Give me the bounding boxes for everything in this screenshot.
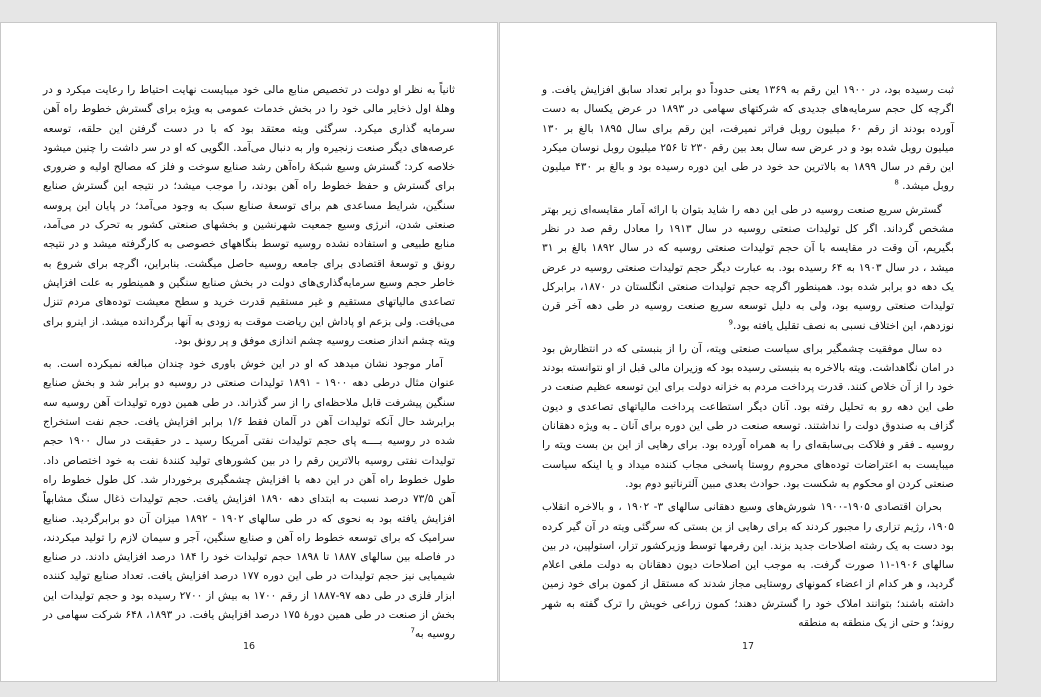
footnote-ref: 8 — [894, 178, 899, 187]
page-number: 16 — [242, 641, 256, 652]
page-body-text — [542, 81, 954, 637]
page-number: 17 — [741, 641, 755, 652]
paragraph: ثانیاً به نظر او دولت در تخصیص منابع مالی خود میبایست نهایت احتیاط را رعایت میکرد و در وهلهٔ اول ذخایر مالی خود را در بخش خدمات عمومی به ویژه برای گسترش خطوط راه آهن سرمایه گذاری میکرد. سرگئی ویته معتقد بود که با در دست گرفتن این حلقه، توسعه عرصه‌های دیگر صنعت زنجیره وار به دنبال می‌آمد. الگویی که او در سر داشت را چنین میشود خلاصه کرد: گسترش وسیع شبکهٔ راه‌آهن رشد صنایع سوخت و فلز که مصالح اولیه و ضروری برای گسترش و حفظ خطوط راه آهن بودند، را موجب میشد؛ در نتیجه این گسترش صنایع سنگین، شرایط مساعدی هم برای توسعهٔ صنایع سبک به وجود می‌آمد؛ در پایان این پروسه صنعتی شدن، انرژی وسیع جمعیت شهرنشین و بخشهای صنعتی کشور به تحرک در می‌آمد، منابع طبیعی و استفاده نشده روسیه توسط بنگاههای خصوصی به کارگرفته میشد و در نتیجه رونق و توسعهٔ اقتصادی برای جامعه روسیه حاصل میگشت. بنابراین، اگرچه برای شروع به خاطر حجم وسیع سرمایه‌گذاری‌های دولت در بخش صنایع سنگین و همینطور به علت افزایش تصاعدی مالیاتهای مستقیم و غیر مستقیم قدرت خرید و سطح معیشت توده‌های مردم تنزل می‌یافت. ولی بزعم او پاداش این ریاضت موقت به زودی به آنها برگردانده میشد. از اینرو برای ویته چشم انداز صنعت روسیه چشم اندازی موفق و پر رونق بود. — [43, 84, 455, 347]
document-page-right — [499, 22, 997, 682]
footnote-ref: 9 — [728, 318, 733, 327]
document-page-left — [0, 22, 498, 682]
paragraph: ده سال موفقیت چشمگیر برای سیاست صنعتی ویته، آن را از بنبستی که در انتظارش بود در امان نگاهداشت. ویته بالاخره به بنبستی رسیده بود که وزیران مالی قبل از او نتوانسته بودند خود را از آن خلاص کنند. قدرت پرداخت مردم به خزانه دولت برای این توسعه عظیم صنعت در طی این دهه رو به تحلیل رفته بود. آنان دیگر استطاعت پرداخت مالیاتهای تصاعدی و دیون گزاف به صندوق دولت را نداشتند. توسعه صنعت در طی این دوره برای آنان ـ به ویژه دهقانان روسیه ـ فقر و فلاکت بی‌سابقه‌ای را به همراه آورده بود. برای رهایی از این بن بست ویته را میبایست به اعتراضات توده‌های محروم روستا پاسخی مجاب کننده میداد و یا اینکه سیاست صنعتی کردن او محکوم به شکست بود. حوادث بعدی مبین آلترناتیو دوم بود. — [542, 342, 954, 490]
paragraph: آمار موجود نشان میدهد که او در این خوش باوری خود چندان مبالغه نمیکرده است. به عنوان مثال درطی دهه ۱۹۰۰ - ۱۸۹۱ تولیدات صنعتی در روسیه دو برابر شد و بخش صنایع سنگین پیشرفت قابل ملاحظه‌ای را از سر گذراند. در طی همین دوره تولیدات آهن روسیه سه برابرشد حال آنکه تولیدات آهن در آلمان فقط ۱/۶ برابر افزایش یافت. حجم نفت استخراج شده در روسیه بــــه پای حجم تولیدات نفتی آمریکا رسید ـ در حقیقت در سال ۱۹۰۰ حجم تولیدات نفتی روسیه بالاترین رقم را در بین کشورهای تولید کنندهٔ نفت به خود اختصاص داد. طول خطوط راه آهن در این دهه با افزایش چشمگیری برخوردار شد. کل طول خطوط راه آهن ۷۳/۵ درصد نسبت به ابتدای دهه ۱۸۹۰ افزایش یافت. حجم تولیدات ذغال سنگ مشابهاً افزایش یافته بود به نحوی که در طی سالهای ۱۹۰۲ - ۱۸۹۲ میزان آن دو برابرگردید. صنایع سرامیک که برای توسعه خطوط راه آهن و صنایع سنگین، آجر و سیمان لازم را تولید میکردند، در فاصله بین سالهای ۱۸۸۷ تا ۱۸۹۸ حجم تولیدات خود را ۱۸۴ درصد افزایش دادند. در صنایع شیمیایی نیز حجم تولیدات در طی این دوره ۱۷۷ درصد افزایش یافت. تعداد صنایع تولید کننده ابزار فلزی در طی دهه ۹۷-۱۸۸۷ از رقم ۱۷۰۰ به بیش از ۲۷۰۰ رسیده بود و حجم تولیدات این بخش از صنعت در طی همین دورهٔ ۱۷۵ درصد افزایش یافت. در ۱۸۹۳، ۶۴۸ شرکت سهامی در روسیه به$^7$ — [43, 358, 456, 641]
page-body-text — [43, 81, 455, 649]
paragraph: گسترش سریع صنعت روسیه در طی این دهه را شاید بتوان با ارائه آمار مقایسه‌ای زیر بهتر مشخص گرداند. اگر کل تولیدات صنعتی روسیه در سال ۱۹۱۳ را معادل رقم صد در نظر بگیریم، آن وقت در مقایسه با آن حجم تولیدات صنعتی روسیه که در سال ۱۸۹۲ بالغ بر ۳۱ میشد ، در سال ۱۹۰۳ به ۶۴ رسیده بود. به عبارت دیگر حجم تولیدات صنعتی روسیه در عرض یک دهه دو برابر شده بود. همینطور اگرچه حجم تولیدات صنعتی انگلستان در ۱۸۷۰، برابرکل تولیدات صنعتی روسیه بود، ولی به دلیل توسعه سریع صنعت روسیه در طی دهه آخر قرن نوزدهم، این اختلاف نسبی به نصف تقلیل یافته بود.$^9$ — [542, 203, 954, 332]
footnote-ref: 7 — [410, 626, 416, 635]
paragraph: ثبت رسیده بود، در ۱۹۰۰ این رقم به ۱۳۶۹ یعنی حدوداً دو برابر تعداد سابق افزایش یافت. و اگرچه کل حجم سرمایه‌های جدیدی که شرکتهای سهامی در ۱۸۹۳ در عرض یکسال به دست آورده بودند از رقم ۶۰ میلیون روبل فراتر نمیرفت، این رقم برای سال ۱۸۹۵ بالغ بر ۱۳۰ میلیون روبل شده بود و در عرض سه سال بعد بین رقم ۲۳۰ تا ۲۵۶ میلیون روبل نوسان میکرد این رقم در سال ۱۸۹۹ به بالاترین حد خود در طی این دوره رسیده بود و بالغ بر ۴۳۰ میلیون روبل میشد. $^8$ — [542, 84, 955, 193]
paragraph: بحران اقتصادی ۱۹۰۵-۱۹۰۰ شورش‌های وسیع دهقانی سالهای ۳- ۱۹۰۲ ، و بالاخره انقلاب ۱۹۰۵، رژیم تزاری را مجبور کردند که برای رهایی از بن بستی که سرگئی ویته در آن گیر کرده بود دست به یک رشته اصلاحات جدید بزند. این رفرمها توسط وزیرکشور تزار، استولپین، در بین سالهای ۱۹۰۶-۱۱ صورت گرفت. به موجب این اصلاحات دیون دهقانان به دولت ملغی اعلام گردید، و هر کدام از اعضاء کمونهای روستایی مجاز شدند که مستقل از کمون برای خود زمین داشته باشند؛ بتوانند املاک خود را گسترش دهند؛ کمون زراعی خویش را ترک گفته به شهر روند؛ و حتی از یک منطقه به منطقه — [541, 501, 954, 630]
